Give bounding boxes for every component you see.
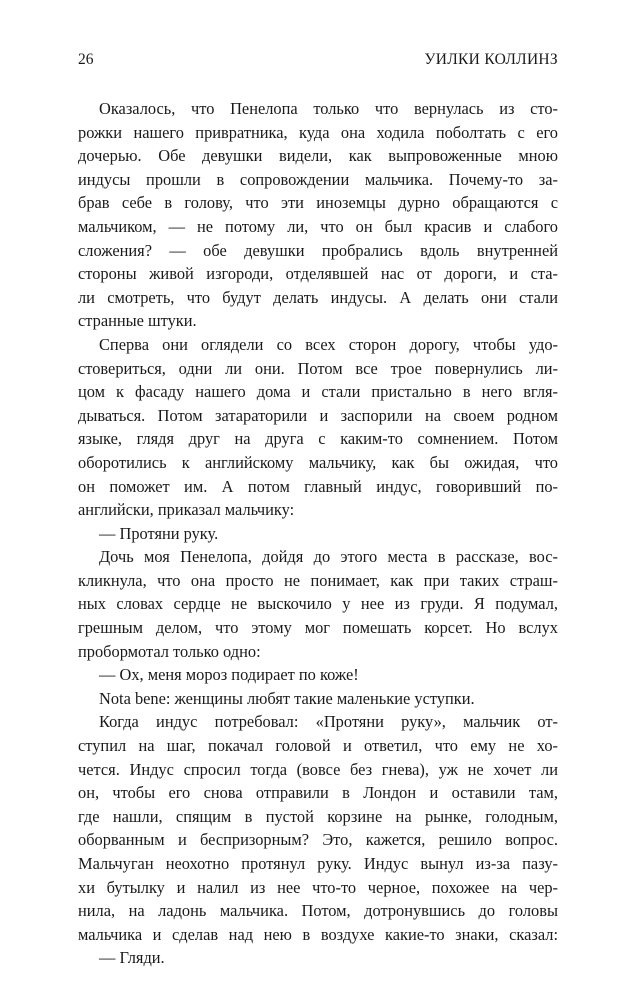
text-line: брав себе в голову, что эти иноземцы дурно обращаются с: [78, 193, 558, 213]
text-line: мальчиком, — не потому ли, что он был красив и слабого: [78, 216, 558, 236]
text-line: Мальчуган неохотно протянул руку. Индус вынул из-за пазу-: [78, 854, 558, 873]
text-line: дочерью. Обе девушки видели, как выпровоженные мною: [78, 146, 558, 166]
text-line: кликнула, что она просто не понимает, как при таких страш-: [78, 570, 558, 590]
text-line: Оказалось, что Пенелопа только что вернулась из сто-: [99, 99, 558, 118]
text-line: Когда индус потребовал: «Протяни руку», мальчик от-: [99, 712, 558, 732]
text-line: рожки нашего привратника, куда она ходила поболтать с его: [78, 122, 558, 142]
text-line: Nota bene: женщины любят такие маленькие уступки.: [99, 688, 475, 708]
text-line: дываться. Потом затараторили и заспорили на своем родном: [78, 405, 558, 425]
text-line: цом к фасаду нашего дома и стали пристально в него вгля-: [78, 382, 558, 402]
running-title: УИЛКИ КОЛЛИНЗ: [424, 51, 558, 68]
text-line: языке, глядя друг на друга с каким-то сомнением. Потом: [78, 429, 558, 449]
text-line: стовериться, одни ли они. Потом все трое повернулись ли-: [78, 358, 558, 378]
text-line: ступил на шаг, покачал головой и ответил, что ему не хо-: [78, 736, 558, 756]
body-text: [78, 97, 558, 970]
text-line: — Протяни руку.: [99, 523, 219, 543]
text-line: оборванным и беспризорным? Это, кажется, решило вопрос.: [78, 830, 558, 850]
text-line: ли смотреть, что будут делать индусы. А делать они стали: [78, 287, 558, 307]
text-line: — Ох, меня мороз подирает по коже!: [99, 665, 359, 685]
text-line: Сперва они оглядели со всех сторон дорогу, чтобы удо-: [99, 334, 558, 354]
text-line: хи бутылку и налил из нее что-то черное, похожее на чер-: [78, 877, 558, 897]
text-line: мальчика и сделав над нею в воздухе какие-то знаки, сказал:: [78, 924, 558, 944]
page-header: [78, 47, 558, 73]
text-line: он, чтобы его снова отправили в Лондон и оставили там,: [78, 783, 558, 803]
text-line: странные штуки.: [78, 311, 197, 331]
text-line: оборотились к английскому мальчику, как бы ожидая, что: [78, 452, 558, 472]
text-line: стороны живой изгороди, отделявшей нас от дороги, и ста-: [78, 264, 558, 284]
text-line: грешным делом, что этому мог помешать корсет. Но вслух: [78, 618, 558, 638]
text-line: — Гляди.: [99, 948, 165, 968]
text-line: индусы прошли в сопровождении мальчика. Почему-то за-: [78, 169, 558, 189]
text-line: сложения? — обе девушки пробрались вдоль внутренней: [78, 240, 558, 260]
text-line: Дочь моя Пенелопа, дойдя до этого места в рассказе, вос-: [99, 547, 558, 567]
text-line: английски, приказал мальчику:: [78, 500, 295, 520]
text-line: чется. Индус спросил тогда (вовсе без гнева), уж не хочет ли: [78, 759, 558, 779]
text-line: он поможет им. А потом главный индус, говоривший по-: [78, 476, 558, 496]
page-number: 26: [78, 51, 94, 68]
text-line: где нашли, спящим в пустой корзине на рынке, голодным,: [78, 806, 558, 826]
text-line: нила, на ладонь мальчика. Потом, дотронувшись до головы: [78, 901, 558, 921]
text-line: ных словах сердце не выскочило у нее из груди. Я подумал,: [78, 594, 558, 614]
text-line: пробормотал только одно:: [78, 641, 261, 661]
